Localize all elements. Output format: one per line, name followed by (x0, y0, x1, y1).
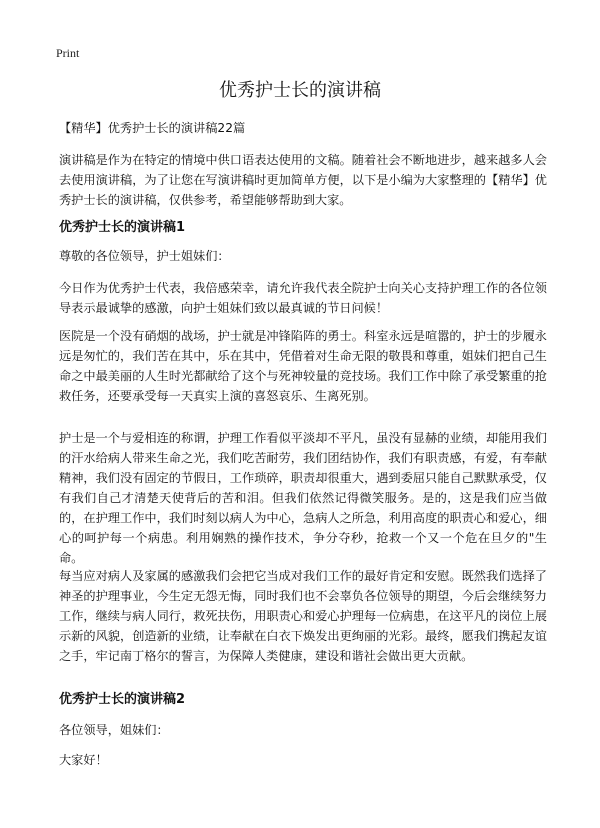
print-link[interactable]: Print (56, 46, 80, 60)
section1-paragraph-4: 每当应对病人及家属的感激我们会把它当成对我们工作的最好肯定和安慰。既然我们选择了神圣的护理事业，今生定无怨无悔，同时我们也不会辜负各位领导的期望，今后会继续努力工作，继续与病人同行，救死扶伤，用职责心和爱心护理每一位病患，在这平凡的岗位上展示新的风貌，创造新的业绩，让奉献在白衣下焕发出更绚丽的光彩。最终，愿我们携起友谊之手，牢记南丁格尔的誓言，为保障人类健康，建设和谐社会做出更大贡献。 (59, 569, 547, 663)
section1-paragraph-2: 医院是一个没有硝烟的战场，护士就是冲锋陷阵的勇士。科室永远是喧嚣的，护士的步履永远是匆忙的，我们苦在其中，乐在其中，凭借着对生命无限的敬畏和尊重，姐妹们把自己生命之中最美丽的人生时光都献给了这个与死神较量的竞技场。我们工作中除了承受繁重的抢救任务，还要承受每一天真实上演的喜怒哀乐、生离死别。 (59, 329, 547, 403)
section2-heading: 优秀护士长的演讲稿2 (59, 692, 186, 707)
page-title: 优秀护士长的演讲稿 (219, 80, 381, 101)
subtitle: 【精华】优秀护士长的演讲稿22篇 (59, 121, 246, 135)
section2-opening: 大家好！ (59, 753, 108, 767)
section1-paragraph-3: 护士是一个与爱相连的称谓，护理工作看似平淡却不平凡，虽没有显赫的业绩，却能用我们的汗水给病人带来生命之光，我们吃苦耐劳，我们团结协作，我们有职责感，有爱，有奉献精神，我们没有固定的节假日，工作琐碎，职责却很重大，遇到委屈只能自己默默承受，仅有我们自己才清楚天使背后的苦和泪。但我们依然记得微笑服务。是的，这是我们应当做的，在护理工作中，我们时刻以病人为中心，急病人之所急，利用高度的职责心和爱心，细心的呵护每一个病患。利用娴熟的操作技术，争分夺秒，抢救一个又一个危在旦夕的"生命。 (59, 431, 547, 565)
section1-heading: 优秀护士长的演讲稿1 (59, 220, 186, 235)
section1-paragraph-1: 今日作为优秀护士代表，我倍感荣幸，请允许我代表全院护士向关心支持护理工作的各位领导表示最诚挚的感激，向护士姐妹们致以最真诚的节日问候！ (59, 281, 547, 315)
section2-greeting: 各位领导，姐妹们： (59, 723, 169, 737)
intro-paragraph: 演讲稿是作为在特定的情境中供口语表达使用的文稿。随着社会不断地进步，越来越多人会去使用演讲稿，为了让您在写演讲稿时更加简单方便，以下是小编为大家整理的【精华】优秀护士长的演讲稿，仅供参考，希望能够帮助到大家。 (59, 153, 547, 207)
section1-greeting: 尊敬的各位领导，护士姐妹们： (59, 249, 230, 263)
